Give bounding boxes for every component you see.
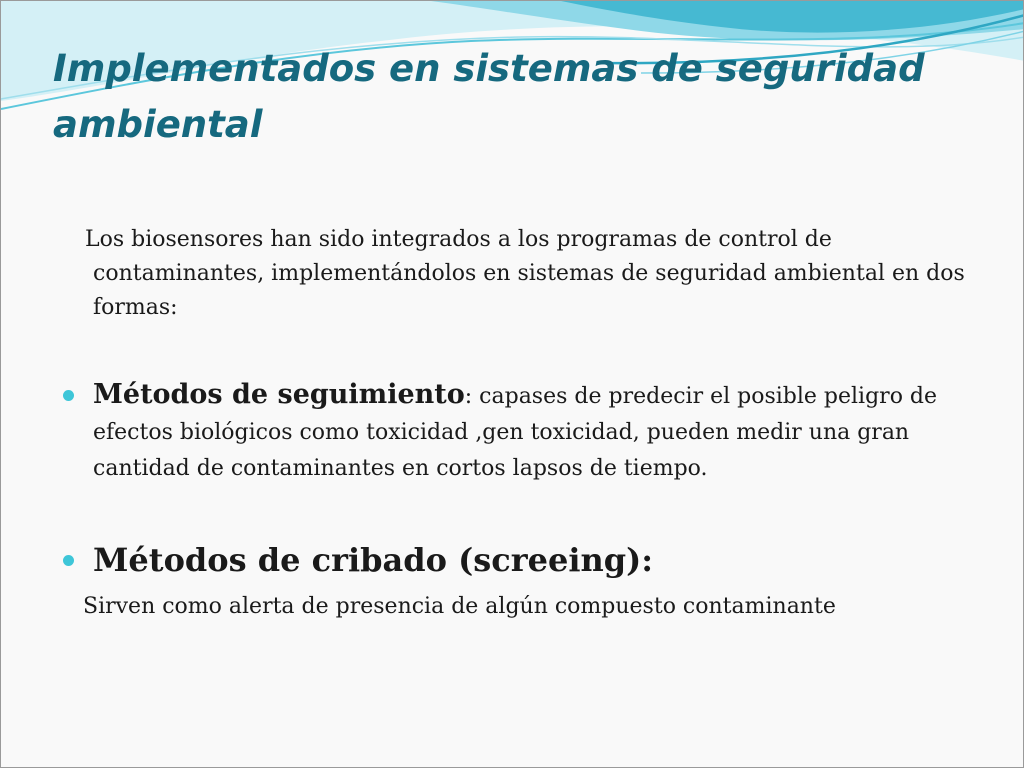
intro-paragraph: Los biosensores han sido integrados a los programas de control de contaminantes, implementándolos en sistemas de seguridad ambiental en dos formas: xyxy=(85,227,965,320)
bullet-item-seguimiento xyxy=(63,377,1003,487)
bullet-dot-icon xyxy=(63,390,74,401)
bullet-dot-icon xyxy=(63,555,74,566)
bullet-subtext: Sirven como alerta de presencia de algún compuesto contaminante xyxy=(83,594,836,619)
bullet-item-cribado xyxy=(63,537,1003,583)
slide-title: Implementados en sistemas de seguridad ambiental xyxy=(53,47,925,146)
bullet-term: Métodos de cribado (screeing): xyxy=(93,541,654,579)
bullet-term: Métodos de seguimiento xyxy=(93,379,465,410)
bullet-text: : capases de predecir el posible peligro de efectos biológicos como toxicidad ,gen toxicidad, pueden medir una gran cantidad de contaminantes en cortos lapsos de tiempo. xyxy=(93,384,938,481)
